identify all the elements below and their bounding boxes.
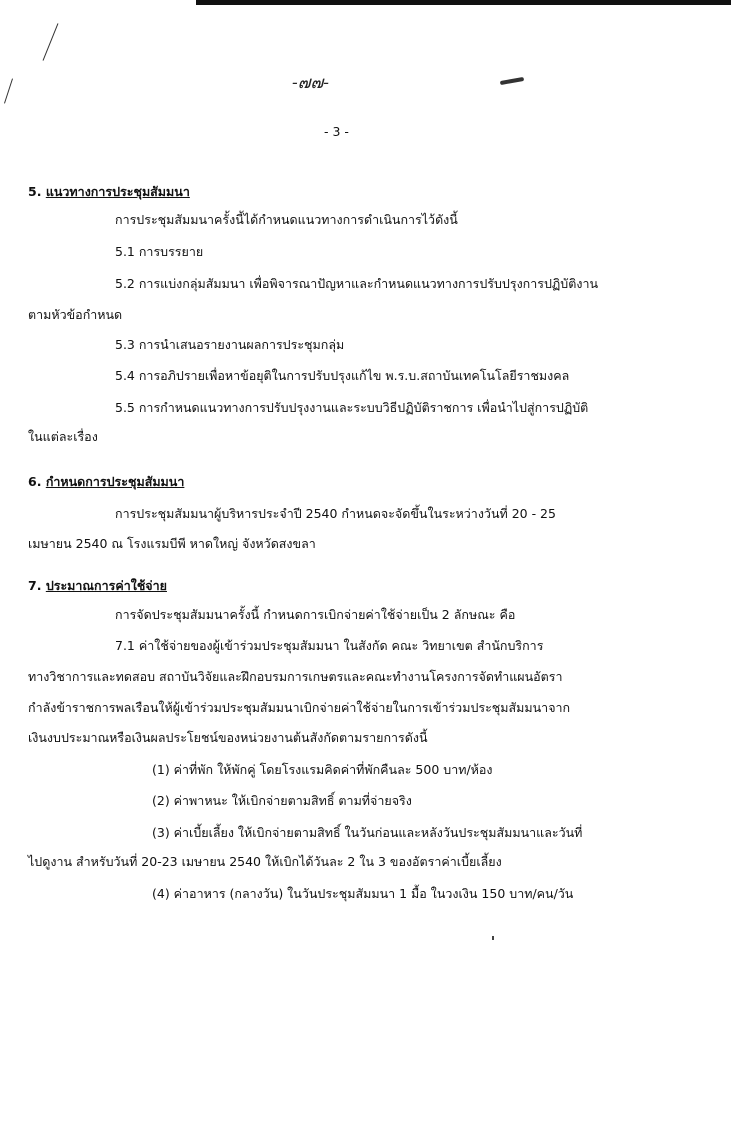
section-5-heading (28, 186, 190, 199)
section-title: กำหนดการประชุมสัมมนา (45, 474, 185, 489)
list-item: 5.3 การนำเสนอรายงานผลการประชุมกลุ่ม (115, 337, 345, 352)
paragraph-line: กำลังข้าราชการพลเรือนให้ผู้เข้าร่วมประชุมสัมมนาเบิกจ่ายค่าใช้จ่ายในการเข้าร่วมประชุมสัมมนาจาก (28, 700, 571, 715)
page-number: - 3 - (324, 124, 349, 139)
list-item: 5.1 การบรรยาย (115, 244, 204, 259)
section-title: ประมาณการค่าใช้จ่าย (45, 578, 167, 593)
scan-edge-bar (196, 0, 731, 5)
sub-item: (1) ค่าที่พัก ให้พักคู่ โดยโรงแรมคิดค่าที่พักคืนละ 500 บาท/ห้อง (152, 762, 493, 777)
pen-mark (4, 78, 13, 103)
section-title: แนวทางการประชุมสัมมนา (45, 184, 190, 199)
pen-mark (43, 23, 59, 60)
paragraph-line: การประชุมสัมมนาครั้งนี้ได้กำหนดแนวทางการดำเนินการไว้ดังนี้ (115, 212, 458, 227)
stray-mark (492, 936, 494, 940)
sub-item: (2) ค่าพาหนะ ให้เบิกจ่ายตามสิทธิ์ ตามที่จ่ายจริง (152, 793, 412, 808)
paragraph-line: เมษายน 2540 ณ โรงแรมบีพี หาดใหญ่ จังหวัดสงขลา (28, 536, 316, 551)
handwritten-page-number: -๗๗- (292, 73, 330, 93)
list-item: 5.4 การอภิปรายเพื่อหาข้อยุติในการปรับปรุงแก้ไข พ.ร.บ.สถาบันเทคโนโลยีราชมงคล (115, 368, 570, 383)
section-number: 5. (28, 184, 42, 199)
pen-mark (500, 77, 524, 85)
list-item: 7.1 ค่าใช้จ่ายของผู้เข้าร่วมประชุมสัมมนา ในสังกัด คณะ วิทยาเขต สำนักบริการ (115, 638, 544, 653)
paragraph-line: การประชุมสัมมนาผู้บริหารประจำปี 2540 กำหนดจะจัดขึ้นในระหว่างวันที่ 20 - 25 (115, 506, 556, 521)
paragraph-line: ทางวิชาการและทดสอบ สถาบันวิจัยและฝึกอบรมการเกษตรและคณะทำงานโครงการจัดทำแผนอัตรา (28, 669, 563, 684)
list-item: 5.5 การกำหนดแนวทางการปรับปรุงงานและระบบวิธีปฏิบัติราชการ เพื่อนำไปสู่การปฏิบัติ (115, 400, 589, 415)
paragraph-line: การจัดประชุมสัมมนาครั้งนี้ กำหนดการเบิกจ่ายค่าใช้จ่ายเป็น 2 ลักษณะ คือ (115, 607, 516, 622)
section-7-heading (28, 580, 167, 593)
section-number: 6. (28, 474, 42, 489)
section-6-heading (28, 476, 184, 489)
sub-item: (3) ค่าเบี้ยเลี้ยง ให้เบิกจ่ายตามสิทธิ์ ในวันก่อนและหลังวันประชุมสัมมนาและวันที่ (152, 825, 583, 840)
paragraph-line: ตามหัวข้อกำหนด (28, 307, 123, 322)
list-item: 5.2 การแบ่งกลุ่มสัมมนา เพื่อพิจารณาปัญหาและกำหนดแนวทางการปรับปรุงการปฏิบัติงาน (115, 276, 599, 291)
sub-item: (4) ค่าอาหาร (กลางวัน) ในวันประชุมสัมมนา 1 มื้อ ในวงเงิน 150 บาท/คน/วัน (152, 886, 574, 901)
paragraph-line: ไปดูงาน สำหรับวันที่ 20-23 เมษายน 2540 ให้เบิกได้วันละ 2 ใน 3 ของอัตราค่าเบี้ยเลี้ยง (28, 854, 502, 869)
section-number: 7. (28, 578, 42, 593)
paragraph-line: เงินงบประมาณหรือเงินผลประโยชน์ของหน่วยงานต้นสังกัดตามรายการดังนี้ (28, 730, 428, 745)
paragraph-line: ในแต่ละเรื่อง (28, 429, 98, 444)
